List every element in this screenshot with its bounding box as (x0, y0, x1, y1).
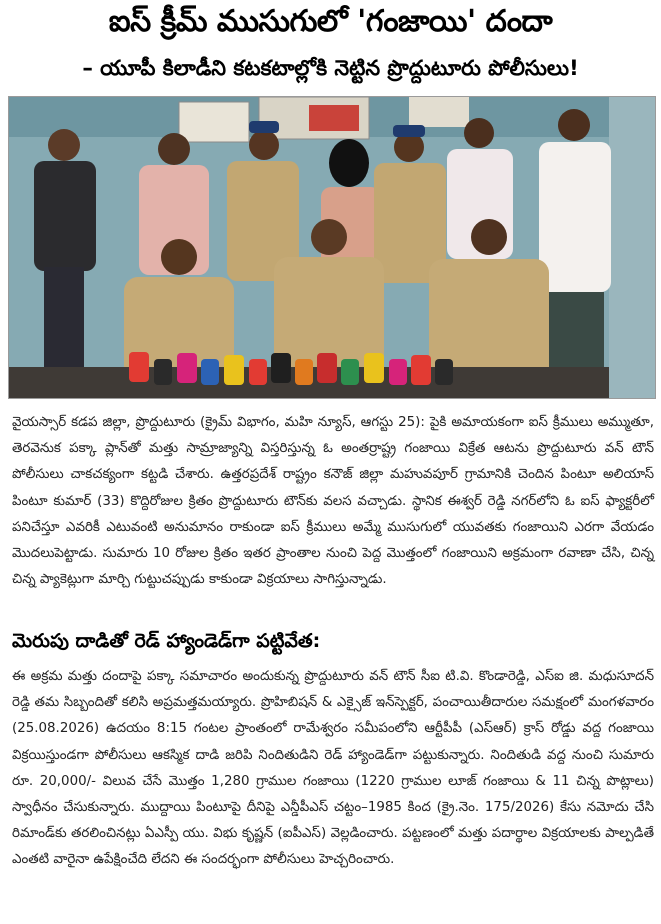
article-subheadline: – యూపీ కిలాడీని కటకటాల్లోకి నెట్టిన ప్రొద్దుటూరు పోలీసులు! (82, 56, 579, 80)
article-headline: ఐస్ క్రీమ్ ముసుగులో 'గంజాయి' దందా (108, 4, 553, 39)
press-conference-photo (8, 96, 656, 399)
section-heading: మెరుపు దాడితో రెడ్ హ్యాండెడ్‌గా పట్టివేత: (12, 630, 321, 652)
article-paragraph-2: ఈ అక్రమ మత్తు దందాపై పక్కా సమాచారం అందుకున్న ప్రొద్దుటూరు వన్ టౌన్ సీఐ టి.వి. కొండారెడ్డి, ఎస్ఐ జి. మధుసూదన్ రెడ్డి తమ సిబ్బందితో కలిసి అప్రమత్తమయ్యారు. ప్రొహిబిషన్ & ఎక్సైజ్ ఇన్‌స్పెక్టర్, పంచాయితీదారుల సమక్షంలో మంగళవారం (25.08.2026) ఉదయం 8:15 గంటల ప్రాంతంలో రామేశ్వరం సమీపంలోని ఆర్టీపీపీ (ఎస్ఆర్) క్రాస్ రోడ్డు వద్ద గంజాయి విక్రయిస్తుండగా పోలీసులు ఆకస్మిక దాడి జరిపి నిందితుడిని రెడ్ హ్యాండెడ్‌గా పట్టుకున్నారు. నిందితుడి వద్ద నుంచి సుమారు రూ. 20,000/- విలువ చేసే మొత్తం 1,280 గ్రాముల గంజాయి (1220 గ్రాముల లూజ్ గంజాయి & 11 చిన్న పొట్లాలు) స్వాధీనం చేసుకున్నారు. ముద్దాయి పింటూపై దీనిపై ఎన్డీపీఎస్ చట్టం–1985 కింద (క్రై.నెం. 175/2026) కేసు నమోదు చేసి రిమాండ్‌కు తరలించినట్లు ఏఎస్పీ యు. విభు కృష్ణన్ (ఐపీఎస్) వెల్లడించారు. పట్టణంలో మత్తు పదార్థాల విక్రయాలకు పాల్పడితే ఎంతటి వారైనా ఉపేక్షించేది లేదని ఈ సందర్భంగా పోలీసులు హెచ్చరించారు. (12, 669, 654, 868)
article-paragraph-1: వైయస్సార్ కడప జిల్లా, ప్రొద్దుటూరు (క్రైమ్ విభాగం, మహి న్యూస్, ఆగస్టు 25): పైకి అమాయకంగా ఐస్ క్రీములు అమ్ముతూ, తెరవెనుక పక్కా ప్లాన్‌తో మత్తు సామ్రాజ్యాన్ని విస్తరిస్తున్న ఓ అంతర్రాష్ట్ర గంజాయి విక్రేత ఆటను ప్రొద్దుటూరు వన్ టౌన్ పోలీసులు చాకచక్యంగా కట్టడి చేశారు. ఉత్తరప్రదేశ్ రాష్ట్రం కనౌజ్ జిల్లా మహువపూర్ గ్రామానికి చెందిన పింటూ అలియాస్ పింటూ కుమార్ (33) కొద్దిరోజుల క్రితం ప్రొద్దుటూరు టౌన్‌కు వలస వచ్చాడు. స్థానిక ఈశ్వర్ రెడ్డి నగర్‌లోని ఓ ఐస్ ఫ్యాక్టరీలో పనిచేస్తూ ఎవరికీ ఎటువంటి అనుమానం రాకుండా ఐస్ క్రీములు అమ్మే ముసుగులో యువతకు గంజాయిని ఎరగా వేయడం మొదలుపెట్టాడు. సుమారు 10 రోజుల క్రితం ఇతర ప్రాంతాల నుంచి పెద్ద మొత్తంలో గంజాయిని అక్రమంగా రవాణా చేసి, చిన్న చిన్న ప్యాకెట్లుగా మార్చి గుట్టుచప్పుడు కాకుండా విక్రయాలు సాగిస్తున్నాడు. (12, 415, 654, 588)
